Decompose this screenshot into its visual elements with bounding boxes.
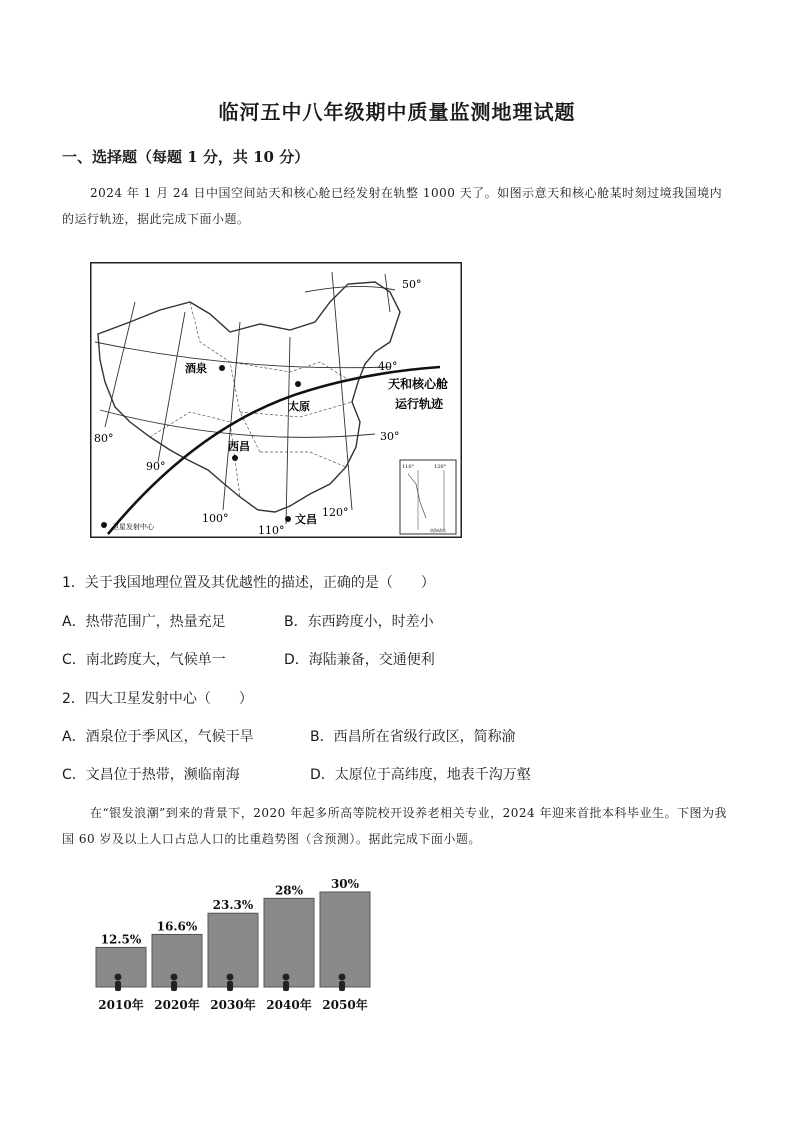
intro-paragraph-1: 2024 年 1 月 24 日中国空间站天和核心舱已经发射在轨整 1000 天了。如图示意天和核心舱某时刻过境我国境内的运行轨迹，据此完成下面小题。 <box>62 186 723 226</box>
bar-2020年 <box>152 934 202 987</box>
taiyuan-dot <box>295 381 301 387</box>
category-label-2050年: 2050年 <box>322 998 368 1012</box>
place-wenchang: 文昌 <box>295 513 317 526</box>
lat-label-50: 50° <box>402 278 422 291</box>
place-xichang: 西昌 <box>228 440 250 453</box>
lon-label-120: 120° <box>322 506 349 519</box>
value-label-2030年: 23.3% <box>212 898 254 913</box>
category-label-2020年: 2020年 <box>154 998 200 1012</box>
question-2-option-b: B．西昌所在省级行政区，简称渝 <box>310 729 516 745</box>
track-label-line2: 运行轨迹 <box>395 397 444 411</box>
bar-2050年 <box>320 892 370 987</box>
inset-caption: 南海诸岛 <box>430 528 446 533</box>
question-1-option-c: C．南北跨度大，气候单一 <box>62 652 226 668</box>
place-taiyuan: 太原 <box>288 400 310 413</box>
place-jiuquan: 酒泉 <box>185 362 207 375</box>
question-2-option-c: C．文昌位于热带，濒临南海 <box>62 767 240 783</box>
value-label-2010年: 12.5% <box>100 932 142 947</box>
value-label-2040年: 28% <box>274 883 304 898</box>
inset-lon-110: 110° <box>402 464 415 470</box>
china-map-figure <box>90 262 462 538</box>
elderly-figure-icon <box>115 974 122 992</box>
track-label-line1: 天和核心舱 <box>388 377 449 391</box>
question-1-option-a: A．热带范围广，热量充足 <box>62 614 226 630</box>
elderly-figure-icon <box>227 974 234 992</box>
intro-paragraph-2: 在“银发浪潮”到来的背景下，2020 年起多所高等院校开设养老相关专业，2024 年迎来首批本科毕业生。下图为我国 60 岁及以上人口占总人口的比重趋势图（含预测）。据此完成下面小题。 <box>62 806 727 846</box>
legend-dot <box>101 522 107 528</box>
section-heading: 一、选择题（每题 1 分，共 10 分） <box>62 148 310 166</box>
aging-population-bar-chart <box>90 872 380 1022</box>
question-1-option-b: B．东西跨度小，时差小 <box>284 614 434 630</box>
bar-2010年 <box>96 947 146 987</box>
xichang-dot <box>232 455 238 461</box>
inset-lon-120: 120° <box>434 464 447 470</box>
value-label-2020年: 16.6% <box>156 919 198 934</box>
question-1-option-d: D．海陆兼备，交通便利 <box>284 652 435 668</box>
south-sea-inset <box>400 460 456 534</box>
value-label-2050年: 30% <box>330 877 360 891</box>
category-label-2030年: 2030年 <box>210 998 256 1012</box>
lon-label-90: 90° <box>146 460 166 473</box>
lat-label-30: 30° <box>380 430 400 443</box>
question-2-option-a: A．酒泉位于季风区，气候干旱 <box>62 729 254 745</box>
wenchang-dot <box>285 516 291 522</box>
elderly-figure-icon <box>339 974 346 992</box>
lon-label-100: 100° <box>202 512 229 525</box>
lon-label-110: 110° <box>258 524 285 537</box>
bar-2040年 <box>264 898 314 987</box>
page-title: 临河五中八年级期中质量监测地理试题 <box>218 100 576 124</box>
jiuquan-dot <box>219 365 225 371</box>
elderly-figure-icon <box>171 974 178 992</box>
category-label-2010年: 2010年 <box>98 998 144 1012</box>
lat-label-40: 40° <box>378 360 398 373</box>
legend-label: 卫星发射中心 <box>112 523 154 531</box>
question-2-stem: 2．四大卫星发射中心（ ） <box>62 691 253 707</box>
question-1-stem: 1．关于我国地理位置及其优越性的描述，正确的是（ ） <box>62 575 435 591</box>
elderly-figure-icon <box>283 974 290 992</box>
lon-label-80: 80° <box>94 432 114 445</box>
question-2-option-d: D．太原位于高纬度，地表千沟万壑 <box>310 767 531 783</box>
category-label-2040年: 2040年 <box>266 998 312 1012</box>
